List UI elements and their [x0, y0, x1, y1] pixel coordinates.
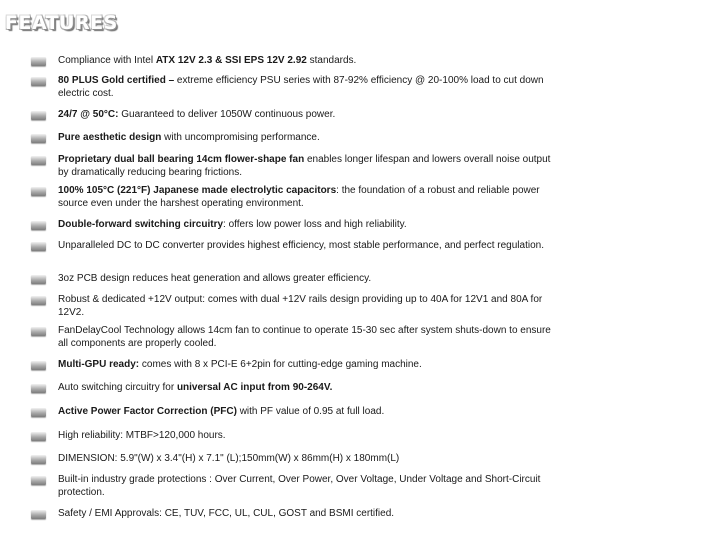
feature-text-plain: standards.: [306, 55, 357, 66]
feature-text-plain: Robust & dedicated +12V output: comes with dual +12V rails design providing up to 40A for 12V1 and 80A for 12V2.: [58, 294, 543, 318]
feature-text: [58, 55, 558, 68]
feature-text: [58, 406, 558, 419]
feature-text-plain: : offers low power loss and high reliability.: [223, 219, 407, 230]
feature-text: [58, 240, 558, 253]
feature-text-plain: Auto switching circuitry for: [58, 382, 177, 393]
bullet-icon: [31, 408, 46, 417]
bullet-icon: [31, 476, 46, 485]
feature-text-plain: 3oz PCB design reduces heat generation and allows greater efficiency.: [58, 273, 372, 284]
feature-text: [58, 294, 558, 319]
bullet-icon: [31, 242, 46, 251]
bullet-icon: [31, 510, 46, 519]
feature-text-bold: Multi-GPU ready:: [58, 359, 140, 370]
feature-text: [58, 109, 558, 122]
bullet-icon: [31, 134, 46, 143]
feature-text-plain: comes with 8 x PCI-E 6+2pin for cutting-edge gaming machine.: [139, 359, 422, 370]
feature-text-plain: Compliance with Intel: [58, 55, 156, 66]
feature-text: [58, 325, 558, 350]
feature-text: [58, 219, 558, 232]
bullet-icon: [31, 296, 46, 305]
feature-text-plain: DIMENSION: 5.9"(W) x 3.4"(H) x 7.1" (L);150mm(W) x 86mm(H) x 180mm(L): [58, 453, 400, 464]
feature-text-bold: universal AC input from 90-264V.: [176, 382, 333, 393]
feature-text-bold: Pure aesthetic design: [58, 132, 162, 143]
bullet-icon: [31, 327, 46, 336]
page-title: FEATURES: [5, 12, 118, 34]
bullet-icon: [31, 111, 46, 120]
bullet-icon: [31, 187, 46, 196]
bullet-icon: [31, 361, 46, 370]
bullet-icon: [31, 455, 46, 464]
feature-text-plain: enables longer lifespan and lowers overall noise output by dramatically reducing bearing frictions.: [58, 154, 551, 178]
feature-text-plain: Unparalleled DC to DC converter provides highest efficiency, most stable performance, and perfect regulation.: [58, 240, 544, 251]
feature-text: [58, 154, 558, 179]
feature-text: [58, 508, 558, 521]
feature-text-plain: with uncompromising performance.: [161, 132, 320, 143]
bullet-icon: [31, 432, 46, 441]
feature-text: [58, 132, 558, 145]
feature-text-plain: High reliability: MTBF>120,000 hours.: [58, 430, 226, 441]
feature-text: [58, 453, 558, 466]
feature-text-plain: Safety / EMI Approvals: CE, TUV, FCC, UL, CUL, GOST and BSMI certified.: [58, 508, 395, 519]
feature-text-plain: FanDelayCool Technology allows 14cm fan to continue to operate 15-30 sec after system shuts-down to ensure all components are properly cooled.: [58, 325, 551, 349]
feature-text-bold: Active Power Factor Correction (PFC): [58, 406, 237, 417]
feature-text: [58, 185, 558, 210]
feature-text-bold: Proprietary dual ball bearing 14cm flower-shape fan: [58, 154, 305, 165]
feature-text-bold: 80 PLUS Gold certified –: [58, 75, 175, 86]
feature-text: [58, 474, 558, 499]
feature-text: [58, 430, 558, 443]
bullet-icon: [31, 57, 46, 66]
feature-text-bold: ATX 12V 2.3 & SSI EPS 12V 2.92: [155, 55, 307, 66]
feature-text-bold: 100% 105°C (221°F) Japanese made electrolytic capacitors: [58, 185, 337, 196]
feature-text-plain: with PF value of 0.95 at full load.: [236, 406, 385, 417]
feature-text-plain: : the foundation of a robust and reliable power source even under the harshest operating environment.: [58, 185, 540, 209]
bullet-icon: [31, 156, 46, 165]
feature-text: [58, 75, 558, 100]
feature-text-plain: extreme efficiency PSU series with 87-92% efficiency @ 20-100% load to cut down electric cost.: [58, 75, 544, 99]
feature-text-plain: Guaranteed to deliver 1050W continuous power.: [118, 109, 336, 120]
feature-text: [58, 273, 558, 286]
bullet-icon: [31, 384, 46, 393]
feature-text: [58, 382, 558, 395]
feature-text-bold: 24/7 @ 50°C:: [58, 109, 119, 120]
feature-text: [58, 359, 558, 372]
feature-text-bold: Double-forward switching circuitry: [58, 219, 224, 230]
bullet-icon: [31, 77, 46, 86]
feature-text-plain: Built-in industry grade protections : Over Current, Over Power, Over Voltage, Under Voltage and Short-Circuit protection.: [58, 474, 541, 498]
bullet-icon: [31, 221, 46, 230]
bullet-icon: [31, 275, 46, 284]
